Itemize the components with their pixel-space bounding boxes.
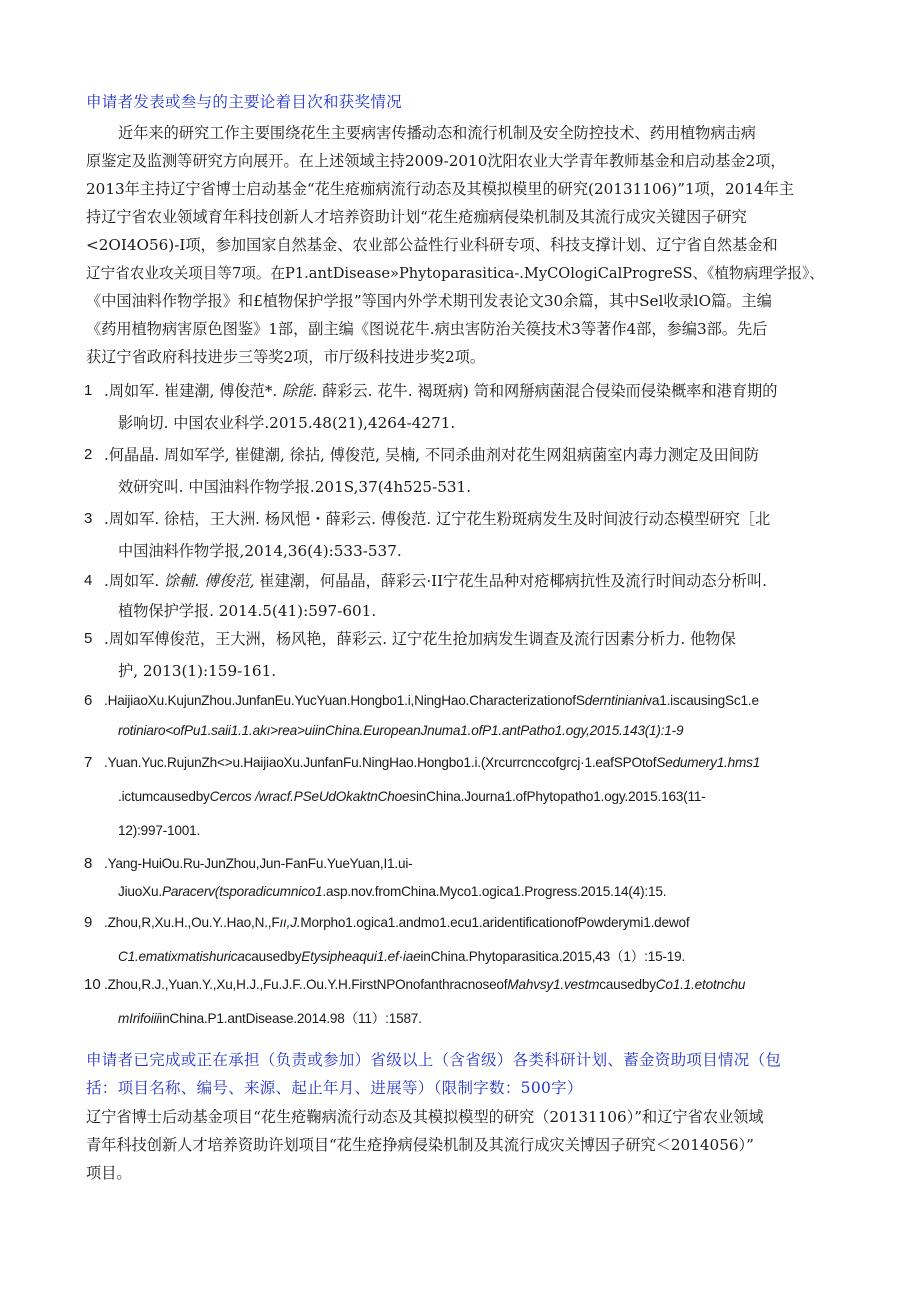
reference-line: 护, 2013(1):159-161.: [118, 662, 277, 680]
reference-line: .Zhou,R.J.,Yuan.Y.,Xu,H.J.,Fu.J.F..Ou.Y.H.FirstNPOnofanthracnoseofMahvsy1.vestmcausedbyCo1.1.etotnchu: [104, 977, 746, 992]
reference-number: 1: [84, 382, 93, 399]
reference-number: 8: [84, 855, 93, 872]
reference-line: JiuoXu.Paracerv(tsporadicumnico1.asp.nov.fromChina.Myco1.ogica1.Progress.2015.14(4):15.: [118, 884, 667, 899]
reference-line: .周如军. 崔建潮, 傅俊范*. 除能. 薛彩云. 花牛. 褐斑病) 笥和网掰病菌混合侵染而侵染概率和港育期的: [104, 382, 778, 400]
reference-number: 10: [84, 976, 101, 993]
reference-number: 4: [84, 572, 93, 589]
paragraph-line: 持辽宁省农业领域育年科技创新人才培养资助计划“花生疮痂病侵染机制及其流行成灾关键因子研究: [86, 208, 747, 226]
reference-line: .ictumcausedbyCercos /wracf.PSeUdOkaktnChoesinChina.Journa1.ofPhytopatho1.ogy.2015.163(11-: [118, 789, 706, 804]
paragraph-line: 《药用植物病害原色图鉴》1部，副主编《图说花牛.病虫害防治关篌技术3等著作4部，参编3部。先后: [86, 320, 768, 338]
section-heading-projects-cont: 括：项目名称、编号、来源、起止年月、进展等）（限制字数：500字）: [86, 1079, 583, 1097]
paragraph-line: 2013年主持辽宁省博士启动基金“花生疮痂病流行动态及其模拟模里的研究(20131106)”1项，2014年主: [86, 180, 795, 198]
reference-number: 9: [84, 914, 93, 931]
reference-number: 6: [84, 692, 93, 709]
reference-number: 3: [84, 510, 93, 527]
reference-line: .HaijiaoXu.KujunZhou.JunfanEu.YucYuan.Hongbo1.i,NingHao.CharacterizationofSderntinianiva1.iscausingSc1.e: [104, 693, 759, 708]
section-heading-projects: 申请者已完成或正在承担（负责或参加）省级以上（含省级）各类科研计划、蓄金资助项目情况（包: [86, 1051, 782, 1069]
paragraph-line: 辽宁省博士后动基金项目“花生疮鞠病流行动态及其模拟模型的研究（20131106）”和辽宁省农业领域: [86, 1108, 764, 1126]
reference-number: 7: [84, 754, 93, 771]
paragraph-line: 近年来的研究工作主要围绕花生主要病害传播动态和流行机制及安全防控技术、药用植物病击病: [118, 124, 756, 142]
paragraph-line: 原鉴定及监测等研究方向展开。在上述领域主持2009-2010沈阳农业大学青年教师基金和启动基金2项，: [86, 152, 786, 170]
reference-line: 12):997-1001.: [118, 823, 201, 838]
reference-line: .何晶晶. 周如军学, 崔健潮, 徐拈, 傅俊范, 吴楠, 不同杀曲剂对花生网爼病菌室内毒力测定及田间防: [104, 446, 760, 464]
reference-line: mIrifoiiiinChina.P1.antDisease.2014.98（11）:1587.: [118, 1011, 422, 1026]
reference-line: .Zhou,R,Xu.H.,Ou.Y..Hao,N.,Fıı,J.Morpho1.ogica1.andmo1.ecu1.aridentificationofPowderymi1.dewof: [104, 915, 690, 930]
paragraph-line: 辽宁省农业攻关项目等7项。在P1.antDisease»Phytoparasitica-.MyCOlogiCalProgreSS、《植物病理学报》、: [86, 265, 824, 282]
paragraph-line: 获辽宁省政府科技进步三等奖2项，市厅级科技进步奖2项。: [86, 348, 486, 366]
reference-number: 2: [84, 446, 93, 463]
reference-line: .Yuan.Yuc.RujunZh<>u.HaijiaoXu.JunfanFu.NingHao.Hongbo1.i.(Xrcurrcnccofgrcj·1.eafSPOtofSedumery1.hms1: [104, 755, 761, 770]
reference-line: rotiniaro<ofPu1.saii1.1.akı>rea>uiinChina.EuropeanJnuma1.ofP1.antPatho1.ogy,2015.143(1):1-9: [118, 723, 684, 738]
reference-number: 5: [84, 630, 93, 647]
reference-line: .周如军. 馀輔. 傅俊范, 崔建潮，何晶晶，薛彩云·II宁花生品种对疮椰病抗性及流行时间动态分析叫.: [104, 572, 767, 590]
paragraph-line: 项目。: [86, 1164, 132, 1182]
reference-line: .Yang-HuiOu.Ru-JunZhou,Jun-FanFu.YueYuan,I1.ui-: [104, 856, 413, 871]
reference-line: 效研究叫. 中国油料作物学报.201S,37(4h525-531.: [118, 478, 472, 496]
reference-line: C1.ematixmatishuricacausedbyEtysipheaqui1.ef·iaeinChina.Phytoparasitica.2015,43（1）:15-19.: [118, 949, 686, 964]
section-heading-publications: 申请者发表或叁与的主要论着目次和获奖情况: [86, 93, 403, 111]
paragraph-line: 青年科技创新人才培养资助许划项目“花生疮挣病侵染机制及其流行成灾关博因子研究＜2014056）”: [86, 1136, 754, 1154]
paragraph-line: 《中国油料作物学报》和£植物保护学报”等国内外学术期刊发表论文30余篇，其中Sel收录lO篇。主编: [86, 292, 772, 310]
paragraph-line: <2OI4O56)-I项，参加国家自然基金、农业部公益性行业科研专项、科技支撑计划、辽宁省自然基金和: [86, 236, 778, 254]
reference-line: 中国油料作物学报,2014,36(4):533-537.: [118, 542, 402, 560]
reference-line: .周如军. 徐桔，王大洲. 杨风悒・薛彩云. 傅俊范. 辽宁花生粉斑病发生及时间波行动态模型研究［北: [104, 510, 771, 528]
reference-line: 影响切. 中国农业科学.2015.48(21),4264-4271.: [118, 414, 456, 432]
reference-line: .周如军傅俊范，王大洲，杨风艳，薛彩云. 辽宁花生抢加病发生调查及流行因素分析力. 他物保: [104, 630, 736, 648]
reference-line: 植物保护学报. 2014.5(41):597-601.: [118, 602, 377, 620]
